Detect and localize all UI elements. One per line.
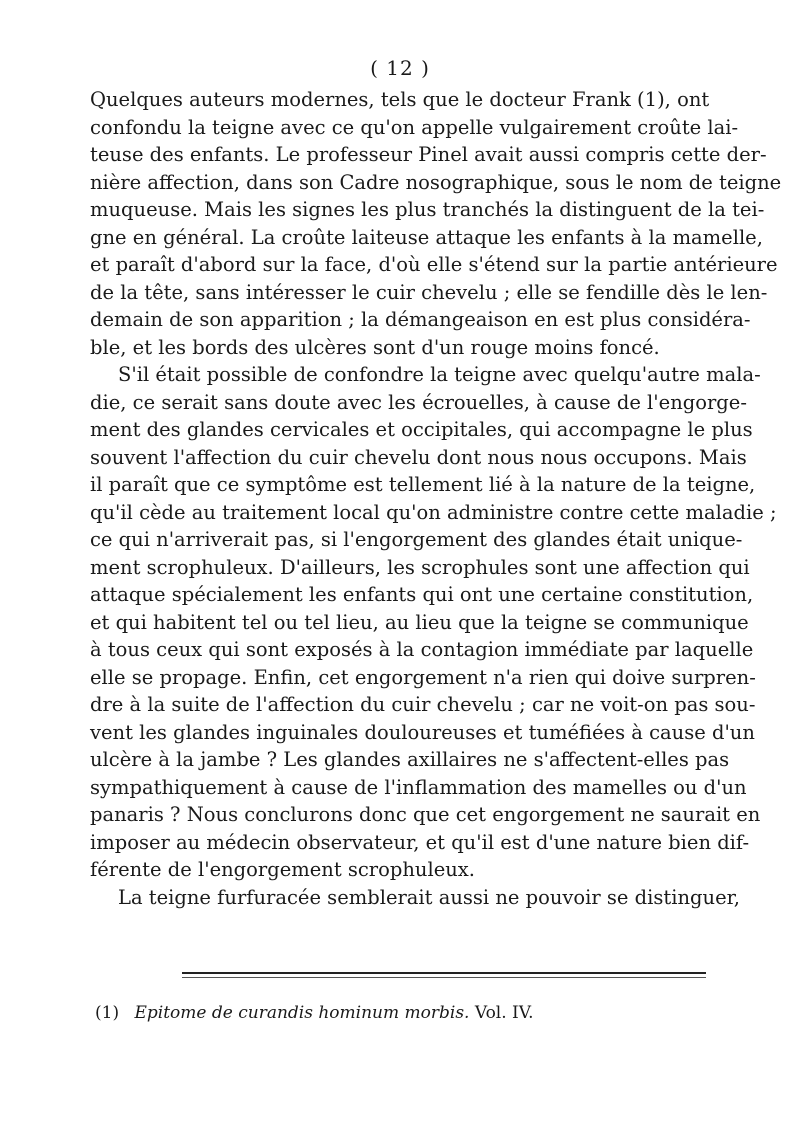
text-line: elle se propage. Enfin, cet engorgement n'a rien qui doive surpren- <box>90 665 756 689</box>
text-line: ble, et les bords des ulcères sont d'un rouge moins foncé. <box>90 335 660 359</box>
text-line: ulcère à la jambe ? Les glandes axillaires ne s'affectent-elles pas <box>90 748 730 771</box>
text-line: ment scrophuleux. D'ailleurs, les scrophules sont une affection qui <box>90 555 750 579</box>
footnote-title: Epitome de curandis hominum morbis. <box>134 1003 470 1023</box>
text-line: à tous ceux qui sont exposés à la contagion immédiate par laquelle <box>90 638 754 661</box>
text-line: et paraît d'abord sur la face, d'où elle s'étend sur la partie antérieure <box>90 253 778 276</box>
footnote-mark: (1) <box>95 1003 120 1023</box>
text-line: férente de l'engorgement scrophuleux. <box>90 858 475 881</box>
text-line: nière affection, dans son Cadre nosographique, sous le nom de teigne <box>90 170 782 194</box>
text-line: il paraît que ce symptôme est tellement lié à la nature de la teigne, <box>90 473 756 496</box>
text-line: sympathiquement à cause de l'inflammation des mamelles ou d'un <box>90 775 747 799</box>
text-line: S'il était possible de confondre la teigne avec quelqu'autre mala- <box>118 363 761 386</box>
text-line: vent les glandes inguinales douloureuses et tuméfiées à cause d'un <box>90 720 755 744</box>
page-number: ( 12 ) <box>370 56 430 80</box>
text-line: attaque spécialement les enfants qui ont une certaine constitution, <box>90 583 754 606</box>
text-line: de la tête, sans intéresser le cuir chevelu ; elle se fendille dès le len- <box>90 280 768 304</box>
text-line: teuse des enfants. Le professeur Pinel avait aussi compris cette der- <box>90 143 767 166</box>
text-line: ment des glandes cervicales et occipitales, qui accompagne le plus <box>90 418 753 441</box>
text-line: panaris ? Nous conclurons donc que cet engorgement ne saurait en <box>90 803 761 826</box>
text-line: dre à la suite de l'affection du cuir chevelu ; car ne voit-on pas sou- <box>90 693 756 716</box>
footnote <box>95 1003 715 1023</box>
footnote-rule <box>182 972 706 974</box>
text-line: die, ce serait sans doute avec les écrouelles, à cause de l'engorge- <box>90 390 747 414</box>
text-line: Quelques auteurs modernes, tels que le docteur Frank (1), ont <box>90 88 710 111</box>
footnote-rule-thin <box>182 977 706 978</box>
body-text <box>90 86 782 911</box>
text-line: souvent l'affection du cuir chevelu dont nous nous occupons. Mais <box>90 445 747 469</box>
text-line: muqueuse. Mais les signes les plus tranchés la distinguent de la tei- <box>90 198 765 221</box>
text-line: imposer au médecin observateur, et qu'il est d'une nature bien dif- <box>90 830 750 854</box>
text-line: La teigne furfuracée semblerait aussi ne pouvoir se distinguer, <box>118 885 740 909</box>
footnote-volume: Vol. IV. <box>474 1003 534 1023</box>
text-line: gne en général. La croûte laiteuse attaque les enfants à la mamelle, <box>90 225 763 249</box>
text-line: demain de son apparition ; la démangeaison en est plus considéra- <box>90 308 751 331</box>
text-line: ce qui n'arriverait pas, si l'engorgement des glandes était unique- <box>90 528 743 551</box>
text-line: et qui habitent tel ou tel lieu, au lieu que la teigne se communique <box>90 610 749 634</box>
text-line: qu'il cède au traitement local qu'on administre contre cette maladie ; <box>90 500 777 524</box>
text-line: confondu la teigne avec ce qu'on appelle vulgairement croûte lai- <box>90 115 739 139</box>
